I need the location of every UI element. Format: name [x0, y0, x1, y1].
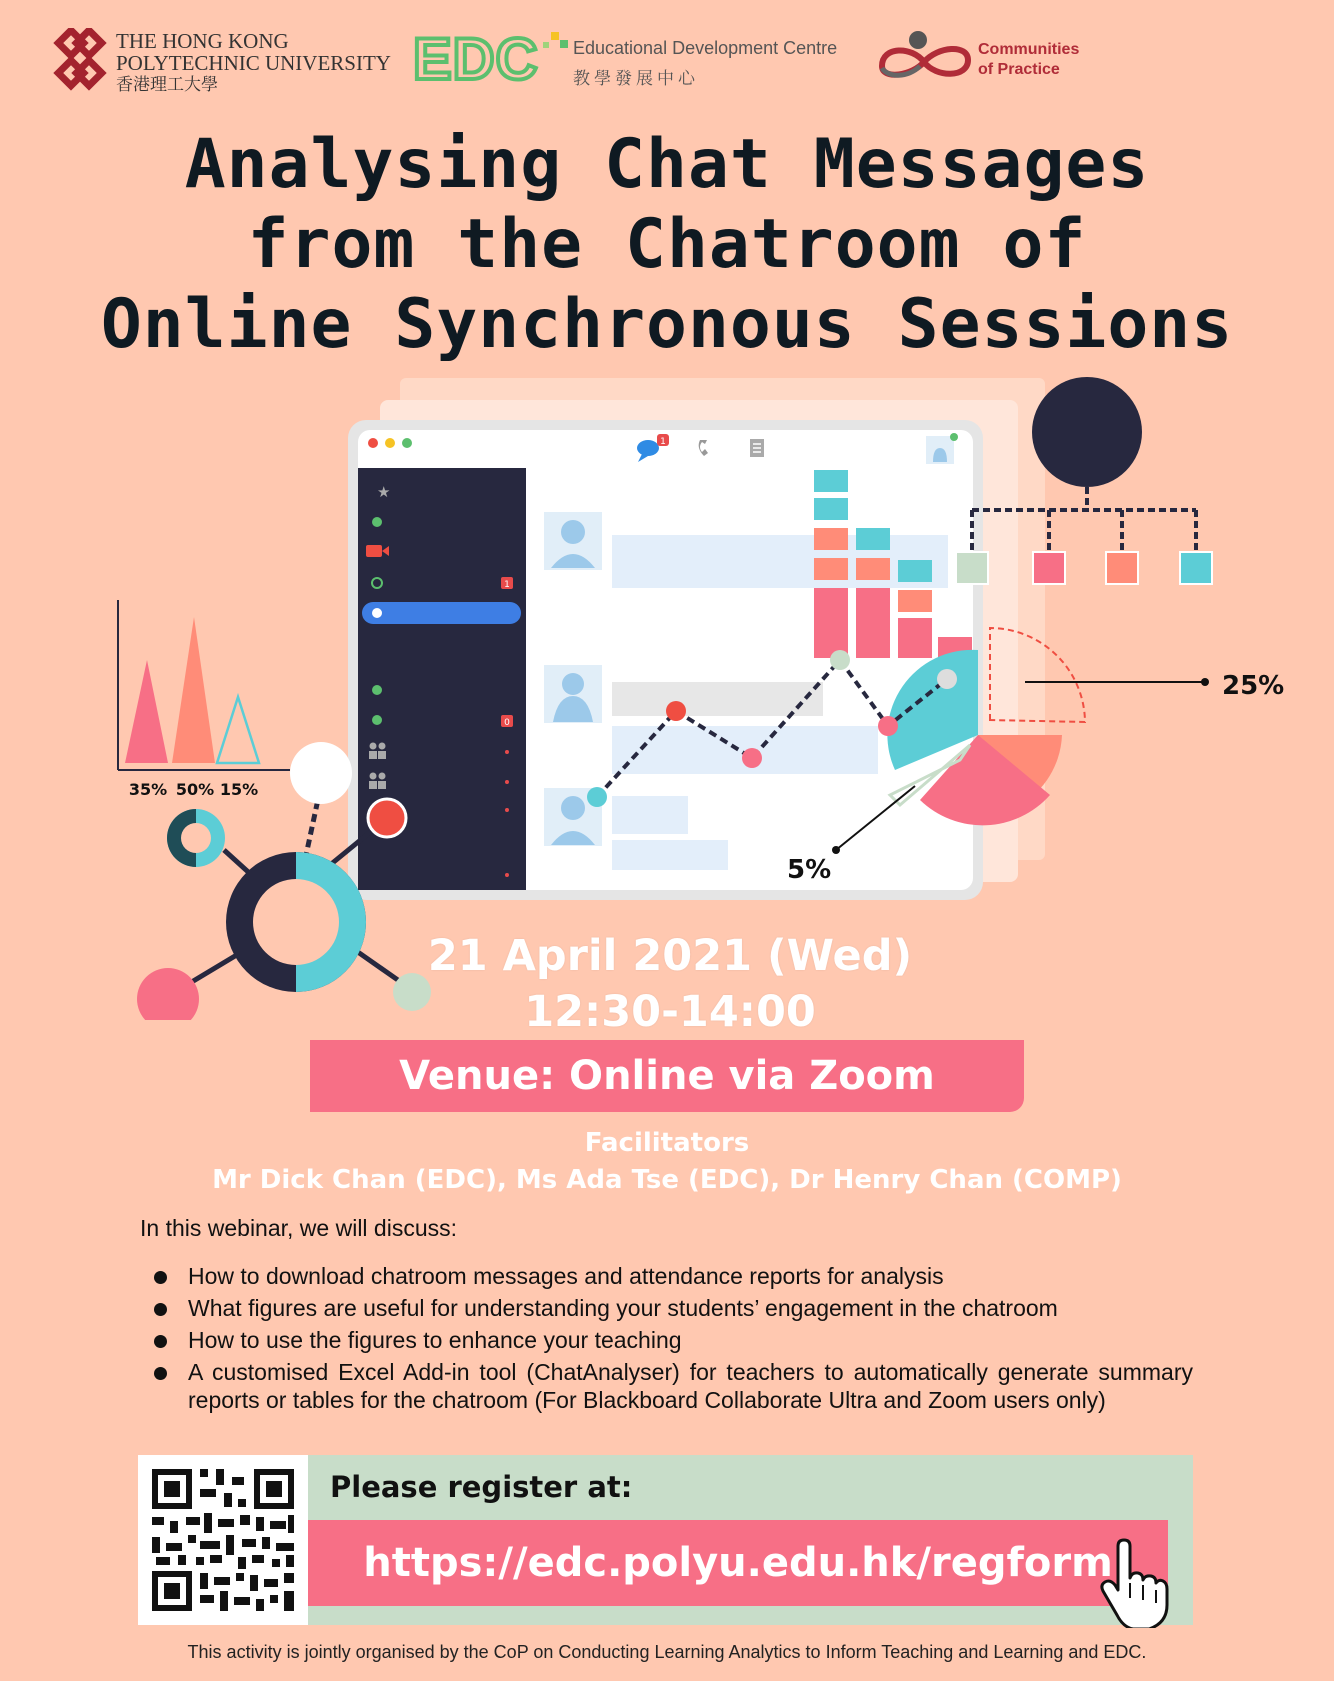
title-line1: Analysing Chat Messages — [184, 125, 1150, 204]
chat-message-bubble — [612, 796, 688, 834]
chat-message-bubble — [612, 840, 728, 870]
cop-logo — [874, 28, 1094, 88]
chat-avatar — [544, 665, 602, 723]
trend-point — [937, 669, 957, 689]
title-line3: Online Synchronous Sessions — [100, 285, 1234, 364]
polyu-name-line1: THE HONG KONG — [116, 29, 289, 53]
sidebar-status-dot-icon — [372, 685, 382, 695]
window-maximize-icon — [402, 438, 412, 448]
facilitators-label: Facilitators — [584, 1128, 750, 1158]
cop-name-line1: Communities — [978, 41, 1080, 58]
event-time: 12:30-14:00 — [524, 987, 816, 1037]
mini-triangle-chart — [118, 600, 290, 770]
edc-acronym: EDC — [413, 27, 539, 92]
edc-name-zh: 教學發展中心 — [573, 69, 699, 89]
venue-banner: Venue: Online via Zoom — [310, 1040, 1024, 1112]
edc-pixel-icon — [539, 32, 569, 56]
register-url-link[interactable]: https://edc.polyu.edu.hk/regform — [308, 1520, 1168, 1606]
page-title — [0, 125, 1334, 365]
footer-note: This activity is jointly organised by the CoP on Conducting Learning Analytics to Inform Teaching and Learning and EDC. — [187, 1642, 1147, 1662]
sidebar-status-dot-icon — [372, 715, 382, 725]
chat-message-bubble — [612, 535, 948, 588]
sidebar-badge-1-count: 1 — [504, 580, 510, 590]
edc-logo — [413, 27, 843, 92]
event-datetime — [400, 928, 940, 1040]
qr-code-icon — [138, 1455, 308, 1625]
online-dot-icon — [950, 433, 958, 441]
trend-point — [878, 716, 898, 736]
hand-pointer-icon — [1100, 1538, 1170, 1628]
pie-label-small: 5% — [787, 855, 832, 885]
sidebar-badge-2-count: 0 — [504, 718, 510, 728]
list-item: What figures are useful for understanding your students’ engagement in the chatroom — [150, 1294, 1193, 1322]
sidebar-status-dot-icon — [372, 517, 382, 527]
mini-chart-label: 15% — [219, 780, 259, 799]
list-item: A customised Excel Add-in tool (ChatAnalyser) for teachers to automatically generate summary reports or tables for the chatroom (For Blackboard Collaborate Ultra and Zoom users only) — [150, 1358, 1193, 1414]
trend-point — [587, 787, 607, 807]
window-close-icon — [368, 438, 378, 448]
polyu-name — [116, 30, 391, 96]
mini-chart-label: 35% — [128, 780, 168, 799]
edc-name: Educational Development Centre — [573, 38, 838, 58]
list-item: How to download chatroom messages and attendance reports for analysis — [150, 1262, 1193, 1290]
document-icon — [750, 439, 764, 457]
window-minimize-icon — [385, 438, 395, 448]
qr-code[interactable] — [138, 1455, 308, 1625]
cop-name — [978, 40, 1079, 80]
chat-avatar — [544, 512, 602, 570]
trend-point — [742, 748, 762, 768]
event-date: 21 April 2021 (Wed) — [427, 931, 913, 981]
polyu-emblem-icon — [48, 28, 112, 92]
intro-text: In this webinar, we will discuss: — [140, 1215, 458, 1241]
analytics-illustration — [0, 370, 1334, 1020]
sidebar-selected-dot-icon — [372, 608, 382, 618]
trend-point — [830, 650, 850, 670]
polyu-name-line2: POLYTECHNIC UNIVERSITY — [116, 51, 391, 75]
facilitators-names: Mr Dick Chan (EDC), Ms Ada Tse (EDC), Dr Henry Chan (COMP) — [212, 1165, 1122, 1195]
cop-infinity-icon — [874, 28, 974, 84]
sidebar-selected-item — [362, 602, 521, 624]
topic-list — [150, 1262, 1193, 1418]
cop-name-line2: of Practice — [978, 61, 1060, 78]
chat-message-bubble — [612, 682, 823, 716]
list-item: How to use the figures to enhance your teaching — [150, 1326, 1193, 1354]
pie-label-large: 25% — [1222, 671, 1285, 701]
mini-chart-label: 50% — [175, 780, 215, 799]
polyu-logo — [48, 28, 391, 96]
chat-badge-count: 1 — [660, 437, 666, 447]
chat-message-bubble — [612, 726, 878, 774]
register-label: Please register at: — [330, 1470, 633, 1504]
polyu-name-zh: 香港理工大學 — [116, 75, 218, 94]
trend-point — [666, 701, 686, 721]
title-line2: from the Chatroom of — [247, 205, 1087, 284]
star-icon: ★ — [377, 483, 391, 501]
